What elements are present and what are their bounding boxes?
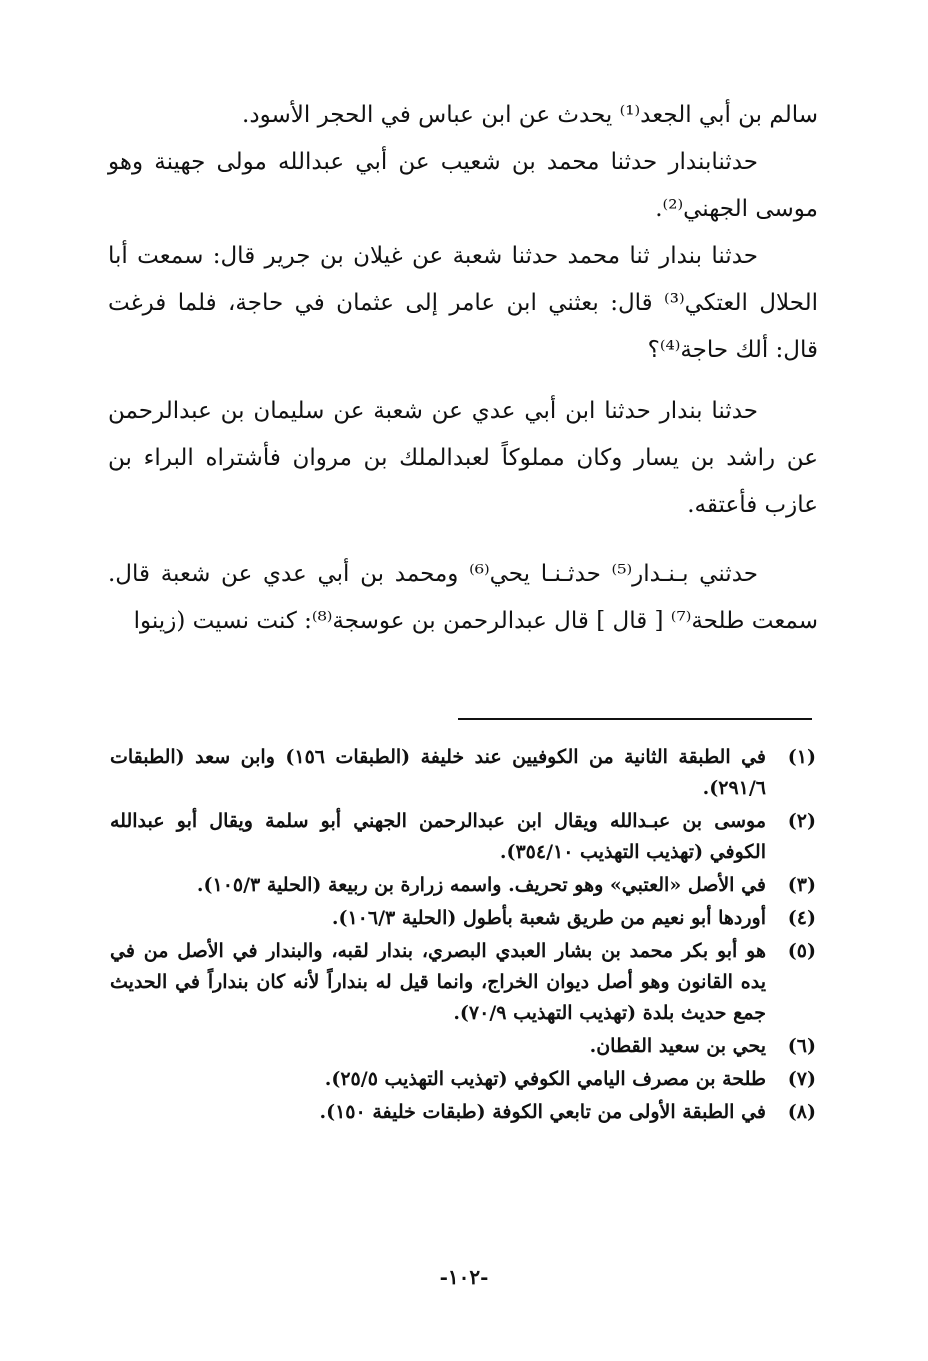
main-text-block	[108, 92, 818, 645]
paragraph-1: سالم بن أبي الجعد⁽¹⁾ يحدث عن ابن عباس في الحجر الأسود.	[242, 102, 818, 128]
paragraph-2: حدثنابندار حدثنا محمد بن شعيب عن أبي عبدالله مولى جهينة وهو موسى الجهني⁽²⁾.	[108, 149, 818, 222]
footnote-7	[110, 1064, 816, 1095]
footnote-text: هو أبو بكر محمد بن بشار العبدي البصري، بندار لقبه، والبندار في الأصل من في يده القانون وهو أصل ديوان الخراج، وانما قيل له بنداراً لأنه كان بنداراً في الحديث جمع حديث بلدة (تهذيب التهذيب ٧٠/٩).	[110, 940, 766, 1024]
footnote-number: (٤)	[787, 907, 816, 929]
footnote-5	[110, 936, 816, 1029]
footnote-1	[110, 742, 816, 804]
footnote-text: في الطبقة الثانية من الكوفيين عند خليفة (الطبقات ١٥٦) وابن سعد (الطبقات ٢٩١/٦).	[110, 746, 767, 799]
footnote-separator	[458, 718, 812, 720]
footnote-4	[110, 903, 816, 934]
footnotes	[110, 742, 816, 1130]
paragraph-4: حدثنا بندار حدثنا ابن أبي عدي عن شعبة عن سليمان بن عبدالرحمن عن راشد بن يسار وكان مملوكاً لعبدالملك بن مروان فأشتراه البراء بن عازب فأعتقه.	[108, 398, 818, 518]
footnote-text: يحي بن سعيد القطان.	[589, 1035, 766, 1057]
footnote-3	[110, 870, 816, 901]
footnote-number: (٢)	[787, 810, 816, 832]
footnote-number: (٧)	[787, 1068, 816, 1090]
footnote-number: (٣)	[787, 874, 816, 896]
footnote-text: في الأصل «العتبي» وهو تحريف. واسمه زرارة بن ربيعة (الحلية ١٠٥/٣).	[196, 874, 766, 896]
footnote-number: (١)	[787, 746, 816, 768]
footnote-text: أوردها أبو نعيم من طريق شعبة بأطول (الحلية ١٠٦/٣).	[331, 907, 766, 929]
footnote-text: طلحة بن مصرف اليامي الكوفي (تهذيب التهذيب ٢٥/٥).	[324, 1068, 766, 1090]
footnote-number: (٨)	[787, 1101, 816, 1123]
paragraph-3: حدثنا بندار ثنا محمد حدثنا شعبة عن غيلان بن جرير قال: سمعت أبا الحلال العتكي⁽³⁾ قال: بعثني ابن عامر إلى عثمان في حاجة، فلما فرغت قال: ألك حاجة⁽⁴⁾؟	[108, 243, 818, 363]
footnote-number: (٥)	[787, 940, 816, 962]
footnote-number: (٦)	[787, 1035, 816, 1057]
footnote-8	[110, 1097, 816, 1128]
footnote-text: في الطبقة الأولى من تابعي الكوفة (طبقات خليفة ١٥٠).	[319, 1101, 766, 1123]
footnote-2	[110, 806, 816, 868]
footnote-6	[110, 1031, 816, 1062]
footnote-text: موسى بن عبـدالله ويقال ابن عبدالرحمن الجهني أبو سلمة ويقال أبو عبدالله الكوفي (تهذيب التهذيب ٣٥٤/١٠).	[110, 810, 766, 863]
paragraph-5: حدثني بـنـدار⁽⁵⁾ حدثـنـا يحي⁽⁶⁾ ومحمد بن أبي عدي عن شعبة قال. سمعت طلحة⁽⁷⁾ [ قال ] قال عبدالرحمن بن عوسجة⁽⁸⁾: كنت نسيت (زينوا	[108, 561, 818, 634]
page-number: -١٠٢-	[439, 1265, 489, 1289]
